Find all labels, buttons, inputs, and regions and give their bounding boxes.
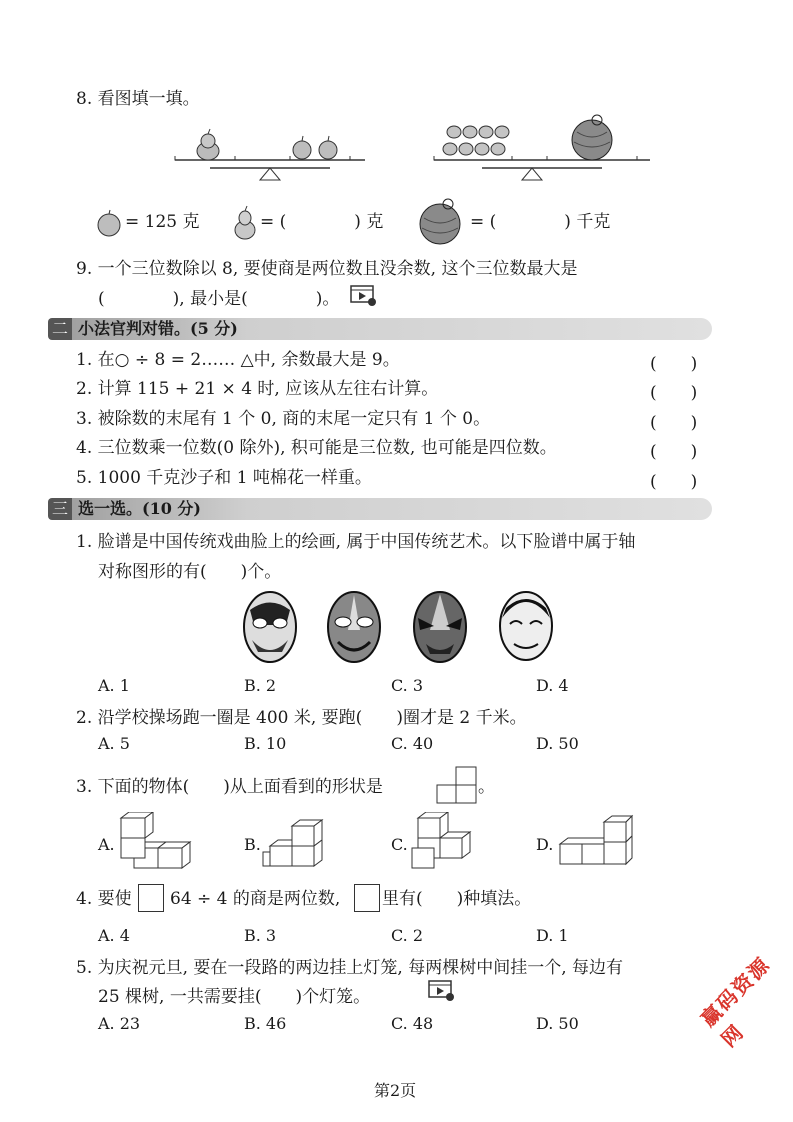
answer-paren-2[interactable]: ( ) (650, 383, 698, 403)
judge-item-2: 2. 计算 115 + 21 × 4 时, 应该从左往右计算。 (76, 379, 439, 399)
melon-icon (572, 115, 612, 160)
s3q1-option-b[interactable]: B. 2 (244, 676, 277, 695)
apple-icon (95, 209, 123, 237)
balance-scale-1 (170, 128, 370, 188)
pear-equation: = ( ) 克 (260, 212, 384, 232)
cube-figure-c (410, 812, 474, 872)
apple-icon (293, 136, 337, 159)
section2-number: 二 (48, 318, 72, 340)
q9-line2: ( ), 最小是( )。 (98, 289, 340, 309)
s3q4-pre: 4. 要使 (76, 889, 132, 909)
s3q2-option-c[interactable]: C. 40 (391, 734, 434, 753)
melon-equation: = ( ) 千克 (470, 212, 611, 232)
page-number: 第2页 (374, 1081, 417, 1100)
s3q1-line1: 1. 脸谱是中国传统戏曲脸上的绘画, 属于中国传统艺术。以下脸谱中属于轴 (76, 532, 636, 552)
s3q3-option-c[interactable]: C. (391, 835, 408, 854)
blank-box-2[interactable] (354, 884, 380, 912)
video-play-icon[interactable] (428, 980, 456, 1002)
s3q5-line2: 25 棵树, 一共需要挂( )个灯笼。 (98, 987, 371, 1007)
pear-group-icon (443, 126, 509, 155)
blank-box-1[interactable] (138, 884, 164, 912)
s3q4-mid: 64 ÷ 4 的商是两位数, (170, 889, 341, 909)
s3q4-option-b[interactable]: B. 3 (244, 926, 277, 945)
cube-figure-a (116, 812, 194, 874)
s3q1-option-c[interactable]: C. 3 (391, 676, 424, 695)
q8-title: 8. 看图填一填。 (76, 89, 200, 109)
judge-item-1: 1. 在○ ÷ 8 = 2…… △中, 余数最大是 9。 (76, 350, 400, 370)
s3q4-option-d[interactable]: D. 1 (536, 926, 569, 945)
melon-icon (412, 196, 468, 246)
answer-paren-5[interactable]: ( ) (650, 472, 698, 492)
opera-mask-c (412, 590, 468, 664)
s3q5-option-b[interactable]: B. 46 (244, 1014, 287, 1033)
s3q5-line1: 5. 为庆祝元旦, 要在一段路的两边挂上灯笼, 每两棵树中间挂一个, 每边有 (76, 958, 624, 978)
s3q5-option-c[interactable]: C. 48 (391, 1014, 434, 1033)
answer-paren-1[interactable]: ( ) (650, 354, 698, 374)
watermark: 赢码资源网 (695, 951, 776, 1052)
s3q2-option-d[interactable]: D. 50 (536, 734, 579, 753)
s3q5-option-a[interactable]: A. 23 (98, 1014, 141, 1033)
s3q3-line1: 3. 下面的物体( )从上面看到的形状是 (76, 777, 383, 797)
opera-mask-b (326, 590, 382, 664)
q9-line1: 9. 一个三位数除以 8, 要使商是两位数且没余数, 这个三位数最大是 (76, 259, 578, 279)
pear-icon (232, 204, 258, 240)
opera-mask-d (498, 588, 554, 662)
s3q4-post: 里有( )种填法。 (382, 889, 532, 909)
cube-figure-b (262, 818, 324, 870)
balance-scale-2 (432, 112, 652, 188)
section3-title: 选一选。(10 分) (78, 499, 201, 518)
s3q4-option-c[interactable]: C. 2 (391, 926, 424, 945)
section2-title: 小法官判对错。(5 分) (78, 319, 238, 338)
judge-item-4: 4. 三位数乘一位数(0 除外), 积可能是三位数, 也可能是四位数。 (76, 438, 557, 458)
judge-item-5: 5. 1000 千克沙子和 1 吨棉花一样重。 (76, 468, 372, 488)
s3q1-line2: 对称图形的有( )个。 (98, 562, 282, 582)
video-play-icon[interactable] (350, 285, 378, 307)
opera-mask-a (242, 590, 298, 664)
s3q1-option-d[interactable]: D. 4 (536, 676, 569, 695)
pear-icon (197, 129, 219, 160)
answer-paren-4[interactable]: ( ) (650, 442, 698, 462)
apple-equation: = 125 克 (125, 212, 200, 232)
s3q3-option-b[interactable]: B. (244, 835, 261, 854)
s3q2-line1: 2. 沿学校操场跑一圈是 400 米, 要跑( )圈才是 2 千米。 (76, 708, 527, 728)
section3-number: 三 (48, 498, 72, 520)
s3q2-option-b[interactable]: B. 10 (244, 734, 287, 753)
s3q3-option-d[interactable]: D. (536, 835, 554, 854)
s3q3-period: 。 (478, 777, 495, 797)
cube-figure-d (558, 814, 634, 870)
s3q2-option-a[interactable]: A. 5 (98, 734, 130, 753)
answer-paren-3[interactable]: ( ) (650, 413, 698, 433)
top-view-shape (436, 766, 478, 804)
s3q3-option-a[interactable]: A. (98, 835, 115, 854)
s3q5-option-d[interactable]: D. 50 (536, 1014, 579, 1033)
s3q4-option-a[interactable]: A. 4 (98, 926, 130, 945)
judge-item-3: 3. 被除数的末尾有 1 个 0, 商的末尾一定只有 1 个 0。 (76, 409, 491, 429)
s3q1-option-a[interactable]: A. 1 (98, 676, 130, 695)
